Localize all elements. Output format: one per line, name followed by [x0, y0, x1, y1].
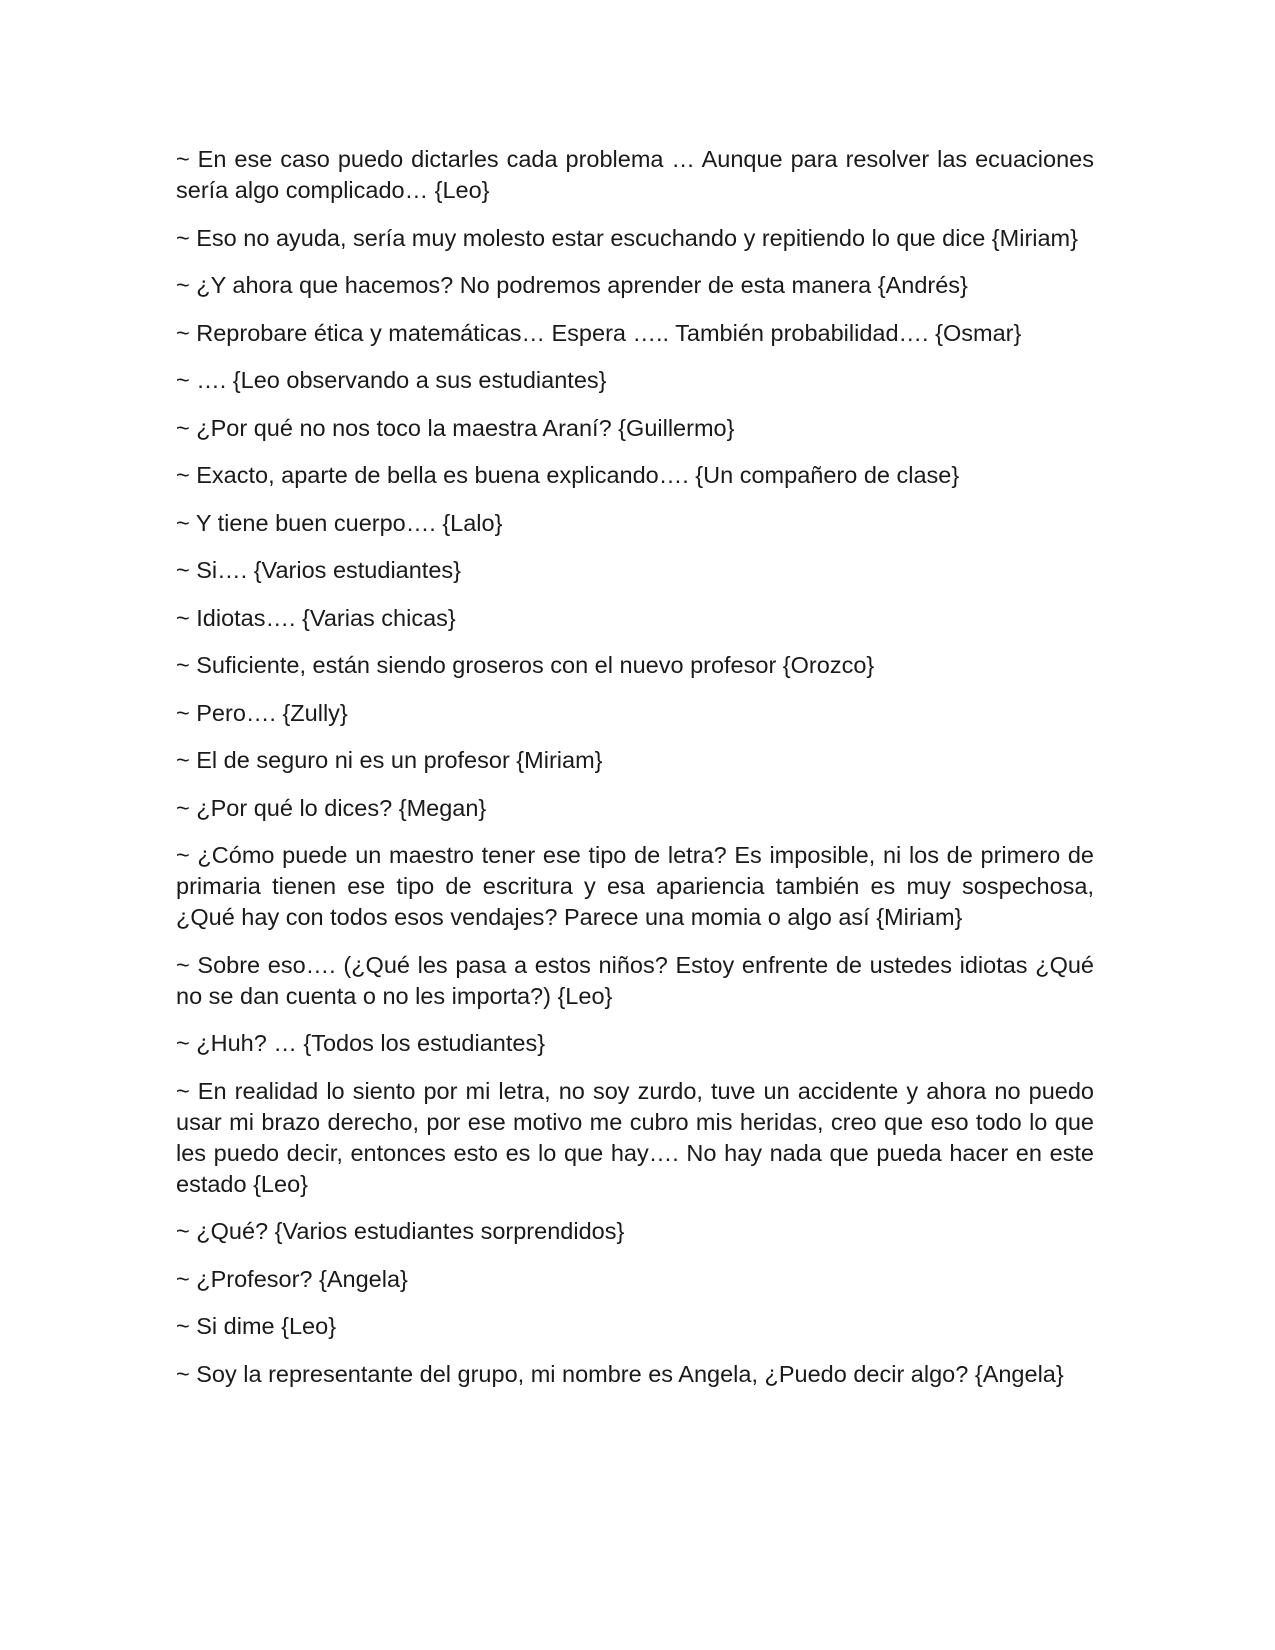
dialogue-paragraph: ~ El de seguro ni es un profesor {Miriam} — [176, 747, 603, 773]
dialogue-paragraph: ~ Si dime {Leo} — [176, 1313, 337, 1339]
dialogue-paragraph: ~ ¿Y ahora que hacemos? No podremos aprender de esta manera {Andrés} — [176, 272, 968, 298]
dialogue-paragraph: ~ Pero…. {Zully} — [176, 699, 348, 726]
document-body — [176, 144, 1094, 1406]
dialogue-paragraph: ~ En ese caso puedo dictarles cada problema … Aunque para resolver las ecuaciones sería algo complicado… {Leo} — [176, 146, 1094, 203]
dialogue-paragraph: ~ ¿Por qué lo dices? {Megan} — [176, 794, 487, 821]
dialogue-paragraph: ~ Si…. {Varios estudiantes} — [176, 557, 461, 583]
dialogue-paragraph: ~ Sobre eso…. (¿Qué les pasa a estos niños? Estoy enfrente de ustedes idiotas ¿Qué no se dan cuenta o no les importa?) {Leo} — [176, 951, 1094, 1009]
dialogue-paragraph: ~ Idiotas…. {Varias chicas} — [176, 604, 456, 631]
dialogue-paragraph: ~ Exacto, aparte de bella es buena explicando…. {Un compañero de clase} — [176, 462, 960, 488]
dialogue-paragraph: ~ ¿Profesor? {Angela} — [176, 1265, 408, 1292]
dialogue-paragraph: ~ ¿Por qué no nos toco la maestra Araní? {Guillermo} — [176, 414, 735, 441]
dialogue-paragraph: ~ …. {Leo observando a sus estudiantes} — [176, 367, 607, 393]
dialogue-paragraph: ~ Reprobare ética y matemáticas… Espera ….. También probabilidad…. {Osmar} — [176, 319, 1022, 346]
dialogue-paragraph: ~ En realidad lo siento por mi letra, no soy zurdo, tuve un accidente y ahora no puedo usar mi brazo derecho, por ese motivo me cubro mis heridas, creo que eso todo lo que les puedo decir, entonces esto es lo que hay…. No hay nada que pueda hacer en este estado {Leo} — [176, 1077, 1094, 1197]
dialogue-paragraph: ~ Eso no ayuda, sería muy molesto estar escuchando y repitiendo lo que dice {Miriam} — [176, 224, 1078, 251]
dialogue-paragraph: ~ ¿Cómo puede un maestro tener ese tipo de letra? Es imposible, ni los de primero de primaria tienen ese tipo de escritura y esa apariencia también es muy sospechosa, ¿Qué hay con todos esos vendajes? Parece una momia o algo así {Miriam} — [176, 842, 1094, 930]
dialogue-paragraph: ~ Y tiene buen cuerpo…. {Lalo} — [176, 509, 503, 536]
dialogue-paragraph: ~ ¿Huh? … {Todos los estudiantes} — [176, 1030, 546, 1056]
dialogue-paragraph: ~ Soy la representante del grupo, mi nombre es Angela, ¿Puedo decir algo? {Angela} — [176, 1360, 1064, 1387]
dialogue-paragraph: ~ Suficiente, están siendo groseros con el nuevo profesor {Orozco} — [176, 652, 875, 678]
dialogue-paragraph: ~ ¿Qué? {Varios estudiantes sorprendidos} — [176, 1218, 625, 1244]
